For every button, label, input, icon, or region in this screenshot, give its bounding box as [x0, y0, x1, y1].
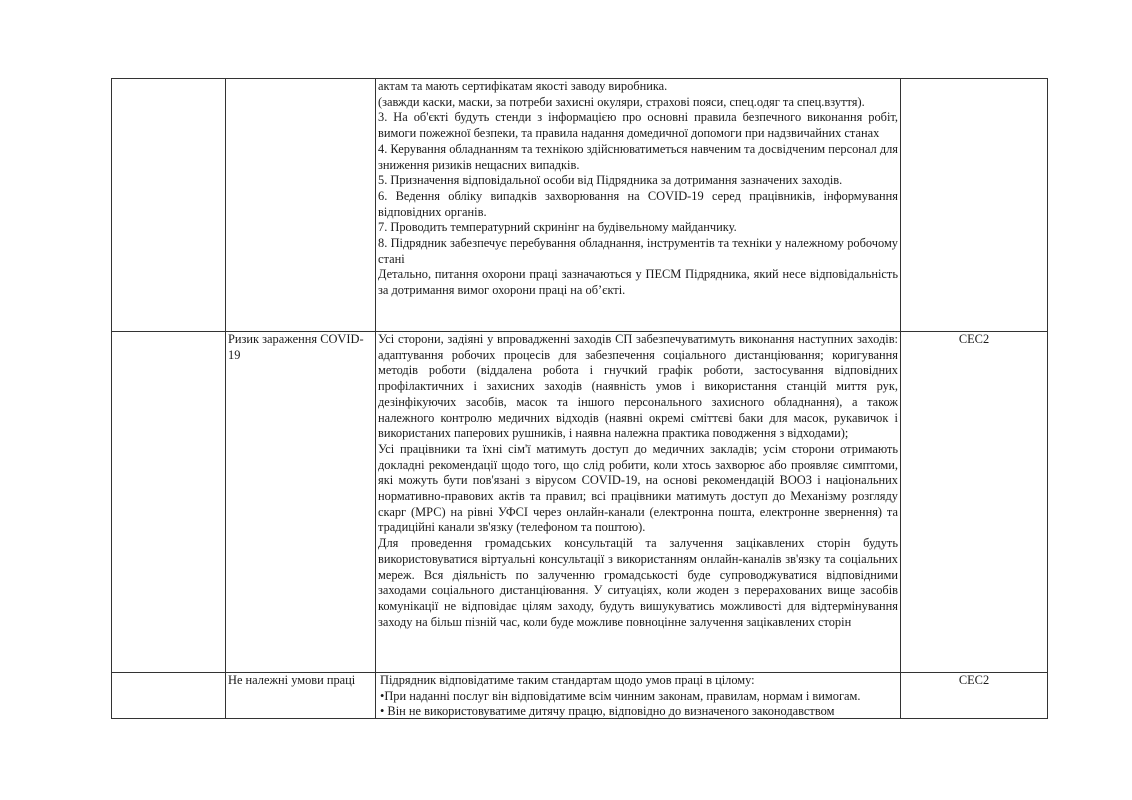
measure-line: 3. На об'єкті будуть стенди з інформацією про основні правила безпечного виконання робіт, вимоги пожежної безпеки, та правила надання домедичної допомоги при надзвичайних станах — [378, 110, 898, 141]
measures-cell — [376, 79, 901, 332]
measure-line: актам та мають сертифікатам якості заводу виробника. — [378, 79, 668, 93]
measure-line: • Він не використовуватиме дитячу працю, відповідно до визначеного законодавством — [380, 704, 835, 718]
table-row — [112, 79, 1048, 332]
blank-cell — [112, 673, 226, 719]
risk-cell — [226, 79, 376, 332]
measure-paragraph: Усі працівники та їхні сім'ї матимуть доступ до медичних закладів; усім сторони отримають докладні рекомендації щодо того, що слід робити, коли хтось захворює або проявляє симптоми, які можуть бути пов'язані з вірусом COVID-19, на основі рекомендацій ВООЗ і національних нормативно-правових актів та правил; всі працівники матимуть доступ до Механізму розгляду скарг (МРС) на рівні УФСІ через онлайн-канали (електронна пошта, електронне звернення) та традиційні канали зв'язку (телефоном та поштою). — [378, 441, 898, 535]
measure-line: Детально, питання охорони праці зазначаються у ПЕСМ Підрядника, який несе відповідальність за дотримання вимог охорони праці на об’єкті. — [378, 267, 898, 298]
blank-cell — [112, 79, 226, 332]
risk-cell: Не належні умови праці — [226, 673, 376, 719]
risk-cell: Ризик зараження COVID-19 — [226, 332, 376, 673]
measure-line: 5. Призначення відповідальної особи від Підрядника за дотримання зазначених заходів. — [378, 173, 843, 188]
measure-line: 7. Проводить температурний скринінг на будівельному майданчику. — [378, 220, 737, 235]
code-cell: CEC2 — [901, 673, 1048, 719]
measure-line: Підрядник відповідатиме таким стандартам щодо умов праці в цілому: — [380, 673, 755, 687]
table-row — [112, 332, 1048, 673]
mitigation-table — [111, 78, 1048, 719]
code-cell: CEC2 — [901, 332, 1048, 673]
blank-cell — [112, 332, 226, 673]
measure-paragraph: Усі сторони, задіяні у впровадженні заходів СП забезпечуватимуть виконання наступних заходів: адаптування робочих процесів для забезпечення соціального дистанціювання; коригування методів роботи (віддалена робота і гнучкий графік роботи, застосування відповідних профілактичних і захисних заходів (наявність умов і використання станцій миття рук, дезінфікуючих засобів, масок та іншого персонального захисного обладнання), а також належного контролю медичних відходів (наявні окремі сміттєві баки для масок, рукавичок і використаних паперових рушників, і наявна належна практика поводження з відходами); — [378, 332, 898, 441]
code-cell — [901, 79, 1048, 332]
measure-line: •При наданні послуг він відповідатиме всім чинним законам, правилам, нормам і вимогам. — [380, 688, 861, 703]
measures-cell — [376, 673, 901, 719]
table-row — [112, 673, 1048, 719]
measure-line: 4. Керування обладнанням та технікою здійснюватиметься навченим та досвідченим персонал для зниження ризиків нещасних випадків. — [378, 141, 898, 172]
measure-paragraph: Для проведення громадських консультацій та залучення зацікавлених сторін будуть використовуватися віртуальні консультації з використанням онлайн-каналів зв'язку та соціальних мереж. Вся діяльність по залученню громадськості буде супроводжуватися відповідними заходами соціального дистанціювання. У ситуаціях, коли жоден з перерахованих вище засобів комунікації не відповідає цілям заходу, будуть вишукуватись можливості для відтермінування заходу на більш пізній час, коли буде можливе повноцінне залучення зацікавлених сторін — [378, 536, 898, 629]
measure-line: 8. Підрядник забезпечує перебування обладнання, інструментів та техніки у належному робочому стані — [378, 236, 898, 266]
measures-cell — [376, 332, 901, 673]
measure-line: 6. Ведення обліку випадків захворювання на COVID-19 серед працівників, інформування відповідних органів. — [378, 188, 898, 219]
measure-line: (завжди каски, маски, за потреби захисні окуляри, страхові пояси, спец.одяг та спец.взуття). — [378, 94, 865, 109]
